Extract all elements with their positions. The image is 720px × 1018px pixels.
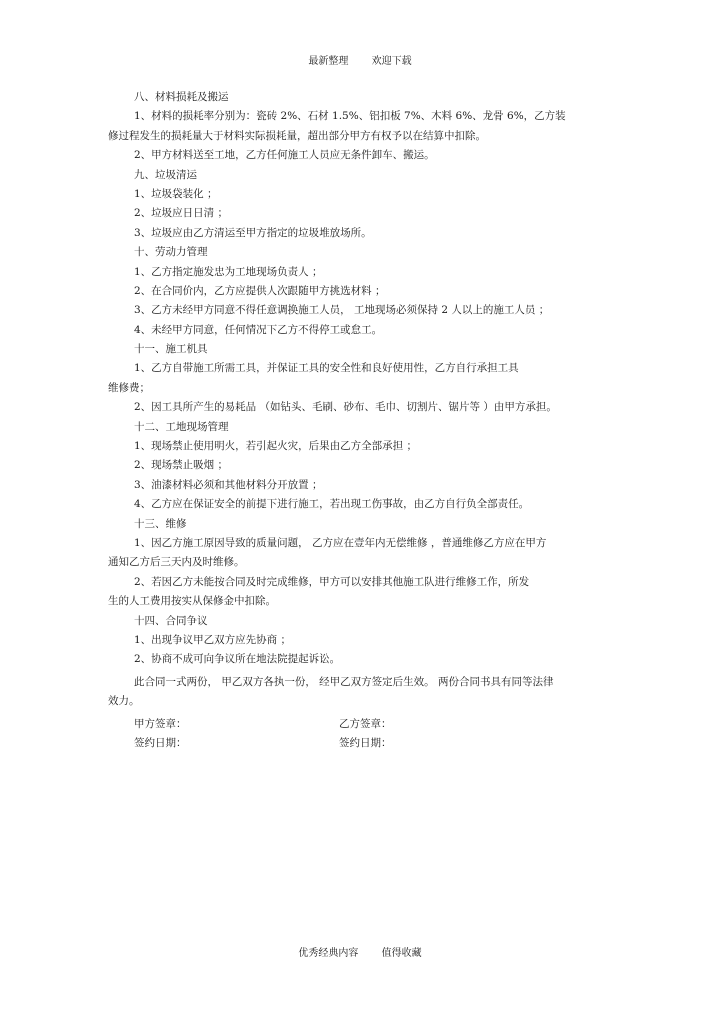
clause-line: 1、乙方指定施发忠为工地现场负责人 ； <box>134 265 323 278</box>
clause-line: 修过程发生的损耗量大于材料实际损耗量，超出部分甲方有权予以在结算中扣除。 <box>108 129 486 142</box>
clause-line: 1、因乙方施工原因导致的质量问题， 乙方应在壹年内无偿维修 ，普通维修乙方应在甲方 <box>134 536 547 549</box>
section-title: 十四、合同争议 <box>134 614 208 627</box>
clause-line: 4、未经甲方同意，任何情况下乙方不得停工或怠工。 <box>134 323 383 336</box>
clause-line: 2、协商不成可向争议所在地法院提起诉讼。 <box>134 653 341 666</box>
clause-line: 1、乙方自带施工所需工具，并保证工具的安全性和良好使用性，乙方自行承担工具 <box>134 362 519 375</box>
signature-row <box>108 715 608 734</box>
party-a-date-label: 签约日期： <box>134 736 187 749</box>
clause-line: 2、甲方材料送至工地，乙方任何施工人员应无条件卸车、搬运。 <box>134 149 435 162</box>
section-title: 八、材料损耗及搬运 <box>134 91 229 103</box>
clause-line: 通知乙方后三天内及时维修。 <box>108 556 245 569</box>
clause-line: 1、材料的损耗率分别为：瓷砖 2%、石材 1.5%、铝扣板 7%、木料 6%、龙骨 6%，乙方装 <box>134 110 566 123</box>
footer-left-text: 优秀经典内容 <box>298 948 359 959</box>
party-b-date-label: 签约日期： <box>339 736 392 749</box>
closing-line: 此合同一式两份， 甲乙双方各执一份， 经甲乙双方签定后生效。 两份合同书具有同等法律 <box>134 675 554 688</box>
clause-line: 2、现场禁止吸烟 ； <box>134 459 229 472</box>
page-footer <box>0 944 720 959</box>
clause-line: 4、乙方应在保证安全的前提下进行施工，若出现工伤事故，由乙方自行负全部责任。 <box>134 498 530 511</box>
clause-line: 2、若因乙方未能按合同及时完成维修，甲方可以安排其他施工队进行维修工作，所发 <box>134 575 530 588</box>
clause-line: 1、垃圾袋装化 ； <box>134 187 218 200</box>
clause-line: 1、现场禁止使用明火，若引起火灾，后果由乙方全部承担 ； <box>134 440 418 453</box>
clause-line: 3、油漆材料必须和其他材料分开放置 ； <box>134 478 323 491</box>
header-left-text: 最新整理 <box>308 56 349 67</box>
clause-line: 3、乙方未经甲方同意不得任意调换施工人员， 工地现场必须保持 2 人以上的施工人员 ； <box>134 304 550 317</box>
section-title: 十一、施工机具 <box>134 343 208 356</box>
section-title: 十二、工地现场管理 <box>134 420 229 433</box>
clause-line: 2、垃圾应日日清 ； <box>134 207 229 220</box>
section-title: 十三、维修 <box>134 517 187 530</box>
clause-line: 3、垃圾应由乙方清运至甲方指定的垃圾堆放场所。 <box>134 226 372 239</box>
document-body <box>108 88 608 753</box>
closing-line: 效力。 <box>108 695 140 708</box>
section-title: 九、垃圾清运 <box>134 168 197 181</box>
header-right-text: 欢迎下载 <box>371 56 412 67</box>
party-b-signature-label: 乙方签章： <box>339 717 392 730</box>
clause-line: 维修费； <box>108 381 150 394</box>
clause-line: 生的人工费用按实从保修金中扣除。 <box>108 595 276 608</box>
party-a-signature-label: 甲方签章： <box>134 717 187 730</box>
clause-line: 2、在合同价内，乙方应提供人次跟随甲方挑选材料 ； <box>134 284 386 297</box>
clause-line: 1、出现争议甲乙双方应先协商 ； <box>134 633 292 646</box>
page-header <box>0 52 720 67</box>
section-title: 十、劳动力管理 <box>134 246 208 259</box>
clause-line: 2、因工具所产生的易耗品 （如钻头、毛刷、砂布、毛巾、切割片、锯片等 ）由甲方承担。 <box>134 401 557 414</box>
footer-right-text: 值得收藏 <box>381 948 422 959</box>
signature-date-row <box>108 734 608 753</box>
